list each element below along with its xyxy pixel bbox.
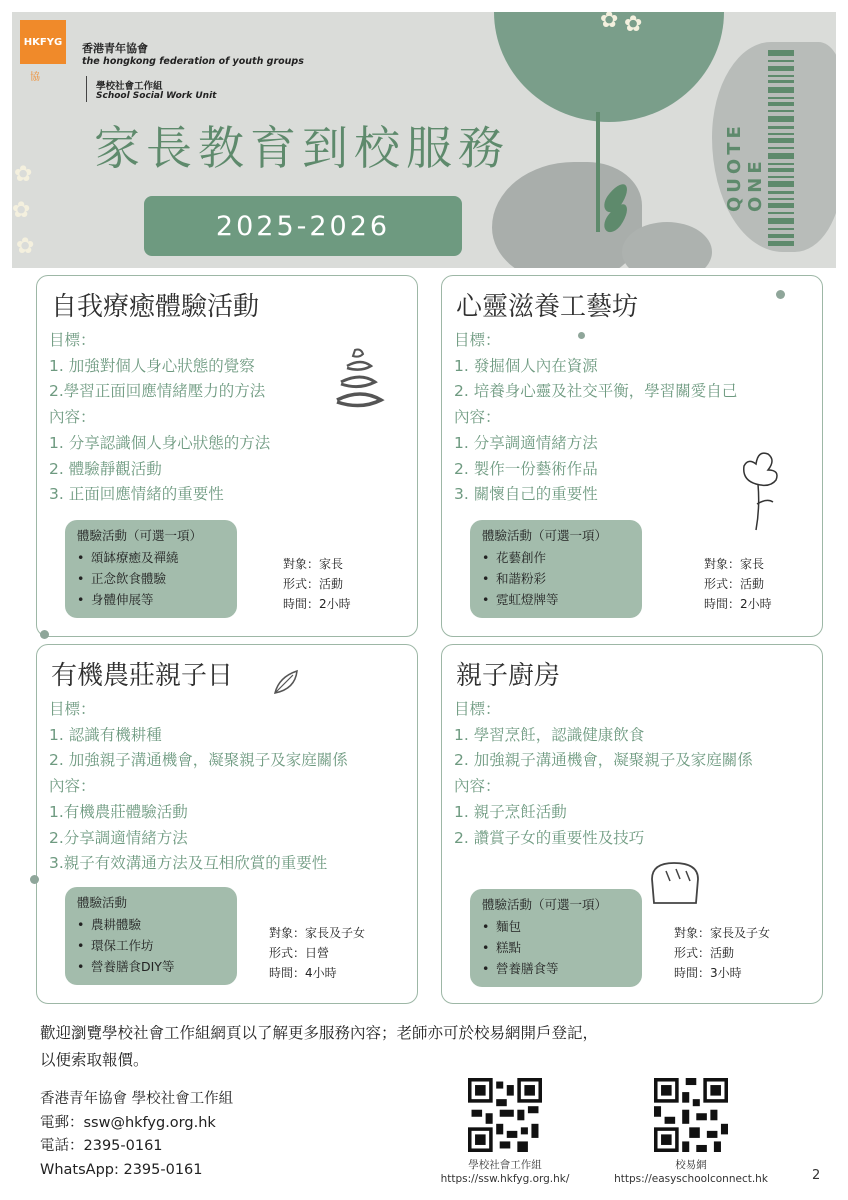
year-badge: 2025-2026	[144, 196, 462, 256]
meta-format: 形式：活動	[704, 577, 765, 591]
org-name-cn: 香港青年協會	[82, 42, 148, 55]
decor-stem	[596, 112, 600, 232]
activity-item: • 頌缽療癒及禪繞	[77, 547, 227, 568]
contact-org: 香港青年協會 學校社會工作組	[40, 1091, 234, 1107]
barcode-icon	[768, 50, 794, 246]
activity-heading: 體驗活動（可選一項）	[482, 528, 608, 543]
description-line: 內容：	[49, 408, 96, 427]
activity-box	[65, 887, 237, 985]
activity-item: • 霓虹燈牌等	[482, 589, 632, 610]
org-name-en: the hongkong federation of youth groups	[82, 56, 304, 67]
qr-url[interactable]: https://ssw.hkfyg.org.hk/	[440, 1173, 570, 1185]
meta-duration: 時間：2小時	[283, 597, 351, 611]
description-line: 3. 正面回應情緒的重要性	[49, 485, 224, 504]
description-line: 1. 學習烹飪，認識健康飲食	[454, 725, 645, 744]
program-card	[36, 644, 418, 1004]
card-description	[49, 697, 411, 877]
org-logo-mark: 協	[30, 72, 40, 83]
meta-format: 形式：活動	[674, 946, 735, 960]
meta-audience: 對象：家長及子女	[674, 926, 771, 940]
bread-icon	[646, 859, 704, 907]
flower-icon: ✿	[16, 234, 35, 259]
meta-duration: 時間：2小時	[704, 597, 772, 611]
description-line: 內容：	[454, 777, 501, 796]
meta-format: 形式：日營	[269, 946, 330, 960]
activity-heading: 體驗活動（可選一項）	[77, 528, 203, 543]
qr-label	[430, 1158, 580, 1186]
description-line: 2.學習正面回應情緒壓力的方法	[49, 382, 266, 401]
description-line: 1. 加強對個人身心狀態的覺察	[49, 356, 255, 375]
quote-label: QUOTE ONE	[724, 122, 766, 212]
decor-dot	[30, 875, 39, 884]
description-line: 2.分享調適情緒方法	[49, 828, 188, 847]
qr-caption: 學校社會工作組	[468, 1159, 542, 1171]
description-line: 目標：	[454, 331, 501, 349]
card-title: 親子廚房	[456, 661, 561, 691]
activity-item: • 營養膳食DIY等	[77, 956, 227, 977]
description-line: 3. 關懷自己的重要性	[454, 485, 598, 504]
program-card	[441, 644, 823, 1004]
meta-duration: 時間：3小時	[674, 966, 742, 980]
page-title: 家長教育到校服務	[94, 121, 510, 175]
program-card	[36, 275, 418, 637]
activity-item: • 身體伸展等	[77, 589, 227, 610]
description-line: 內容：	[49, 777, 96, 796]
program-meta	[674, 923, 770, 983]
card-title: 有機農莊親子日	[51, 661, 234, 691]
unit-name-en: School Social Work Unit	[96, 91, 217, 101]
meta-audience: 對象：家長及子女	[269, 926, 366, 940]
description-line: 2. 體驗靜觀活動	[49, 459, 162, 478]
description-line: 1. 親子烹飪活動	[454, 802, 567, 821]
card-title: 心靈滋養工藝坊	[456, 292, 639, 322]
activity-heading: 體驗活動	[77, 895, 128, 910]
meta-format: 形式：活動	[283, 577, 344, 591]
description-line: 目標：	[454, 700, 501, 718]
description-line: 2. 加強親子溝通機會，凝聚親子及家庭關係	[49, 751, 348, 770]
activity-box	[65, 520, 237, 618]
welcome-line: 以便索取報價。	[40, 1051, 149, 1069]
description-line: 2. 製作一份藝術作品	[454, 459, 598, 478]
activity-box	[470, 889, 642, 987]
activity-item: • 農耕體驗	[77, 914, 227, 935]
activity-item: • 和諧粉彩	[482, 568, 632, 589]
divider	[86, 76, 87, 102]
activity-item: • 麵包	[482, 916, 632, 937]
header-banner	[12, 12, 836, 268]
description-line: 3.親子有效溝通方法及互相欣賞的重要性	[49, 854, 328, 873]
flower-icon: ✿	[600, 12, 619, 33]
card-description	[454, 697, 816, 851]
decor-dot	[578, 332, 585, 339]
activity-heading: 體驗活動（可選一項）	[482, 897, 608, 912]
description-line: 目標：	[49, 331, 96, 349]
flower-icon: ✿	[12, 198, 31, 223]
description-line: 內容：	[454, 408, 501, 427]
contact-email[interactable]: 電郵：ssw@hkfyg.org.hk	[40, 1114, 216, 1131]
activity-item: • 環保工作坊	[77, 935, 227, 956]
activity-item: • 正念飲食體驗	[77, 568, 227, 589]
program-meta	[283, 554, 351, 614]
program-card	[441, 275, 823, 637]
flower-icon: ✿	[14, 162, 33, 187]
activity-box	[470, 520, 642, 618]
leaf-icon	[271, 667, 301, 695]
activity-item: • 花藝創作	[482, 547, 632, 568]
description-line: 1. 分享調適情緒方法	[454, 433, 598, 452]
qr-url[interactable]: https://easyschoolconnect.hk	[614, 1173, 768, 1185]
program-meta	[269, 923, 365, 983]
page-number: 2	[812, 1168, 821, 1183]
meta-duration: 時間：4小時	[269, 966, 337, 980]
org-logo: HKFYG	[20, 20, 66, 64]
activity-item: • 營養膳食等	[482, 958, 632, 979]
description-line: 1.有機農莊體驗活動	[49, 802, 188, 821]
description-line: 2. 培養身心靈及社交平衡，學習關愛自己	[454, 382, 738, 401]
qr-label	[604, 1158, 778, 1186]
description-line: 1. 認識有機耕種	[49, 725, 162, 744]
decor-dot	[40, 630, 49, 639]
unit-name-cn: 學校社會工作組	[96, 81, 163, 92]
qr-caption: 校易網	[675, 1159, 707, 1171]
description-line: 目標：	[49, 700, 96, 718]
meta-audience: 對象：家長	[283, 557, 344, 571]
flower-icon: ✿	[624, 12, 643, 37]
contact-phone: 電話：2395-0161	[40, 1138, 163, 1154]
stones-icon	[333, 346, 385, 410]
contact-whatsapp: WhatsApp: 2395-0161	[40, 1161, 203, 1178]
activity-item: • 糕點	[482, 937, 632, 958]
card-title: 自我療癒體驗活動	[51, 292, 260, 322]
description-line: 2. 讚賞子女的重要性及技巧	[454, 828, 645, 847]
decor-dot	[776, 290, 785, 299]
flower-icon	[732, 444, 784, 534]
program-meta	[704, 554, 772, 614]
description-line: 2. 加強親子溝通機會，凝聚親子及家庭關係	[454, 751, 753, 770]
qr-code-icon[interactable]	[468, 1078, 542, 1152]
welcome-text	[40, 1020, 598, 1074]
meta-audience: 對象：家長	[704, 557, 765, 571]
qr-code-icon[interactable]	[654, 1078, 728, 1152]
contact-info	[40, 1088, 233, 1182]
description-line: 1. 分享認識個人身心狀態的方法	[49, 433, 271, 452]
description-line: 1. 發掘個人內在資源	[454, 356, 598, 375]
welcome-line: 歡迎瀏覽學校社會工作組網頁以了解更多服務內容；老師亦可於校易網開戶登記，	[40, 1024, 599, 1042]
